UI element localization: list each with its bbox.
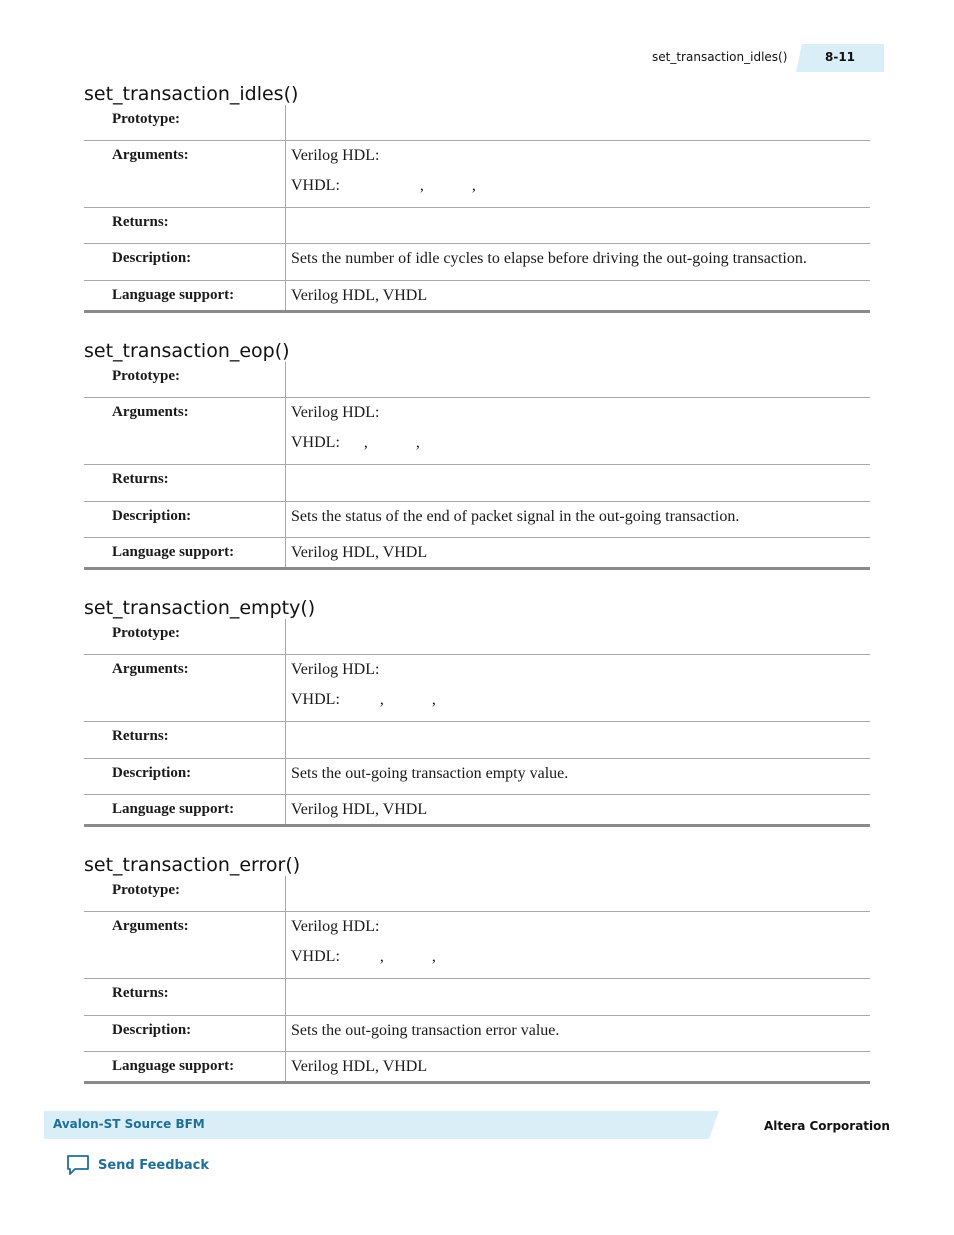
arg-verilog: Verilog HDL: xyxy=(291,661,380,678)
send-feedback-label: Send Feedback xyxy=(98,1157,209,1173)
table-row-returns xyxy=(84,208,870,244)
arg-vhdl: VHDL: , , xyxy=(291,948,436,965)
table-row-prototype xyxy=(84,876,870,912)
row-label: Arguments: xyxy=(112,404,189,420)
function-table xyxy=(84,362,870,570)
row-label: Prototype: xyxy=(112,111,181,127)
table-row-language-support xyxy=(84,538,870,570)
section-title: set_transaction_idles() xyxy=(84,83,299,105)
row-value xyxy=(291,141,860,201)
arg-verilog: Verilog HDL: xyxy=(291,147,380,164)
row-value xyxy=(291,912,860,972)
table-row-returns xyxy=(84,722,870,759)
row-label: Description: xyxy=(112,250,192,266)
table-row-prototype xyxy=(84,619,870,655)
row-value: Sets the status of the end of packet signal in the out-going transaction. xyxy=(291,508,740,525)
page-number: 8-11 xyxy=(825,50,856,64)
table-row-description xyxy=(84,759,870,795)
section-title: set_transaction_error() xyxy=(84,854,301,876)
row-label: Language support: xyxy=(112,544,235,560)
row-label: Returns: xyxy=(112,728,169,744)
arg-vhdl: VHDL: , , xyxy=(291,434,420,451)
row-label: Prototype: xyxy=(112,625,181,641)
table-row-arguments xyxy=(84,141,870,208)
function-table xyxy=(84,876,870,1084)
function-table xyxy=(84,619,870,827)
row-label: Returns: xyxy=(112,985,169,1001)
function-table xyxy=(84,105,870,313)
row-value: Sets the number of idle cycles to elapse before driving the out-going transaction. xyxy=(291,250,807,267)
table-row-prototype xyxy=(84,362,870,398)
row-label: Prototype: xyxy=(112,882,181,898)
row-value: Verilog HDL, VHDL xyxy=(291,1058,428,1075)
arg-vhdl: VHDL: , , xyxy=(291,177,476,194)
row-value xyxy=(291,398,860,458)
speech-bubble-icon xyxy=(66,1154,90,1176)
row-label: Arguments: xyxy=(112,918,189,934)
row-label: Arguments: xyxy=(112,147,189,163)
section-title: set_transaction_eop() xyxy=(84,340,290,362)
row-label: Language support: xyxy=(112,287,235,303)
arg-verilog: Verilog HDL: xyxy=(291,404,380,421)
row-label: Description: xyxy=(112,1022,192,1038)
row-value: Verilog HDL, VHDL xyxy=(291,287,428,304)
table-row-returns xyxy=(84,465,870,502)
row-value: Sets the out-going transaction error value. xyxy=(291,1022,560,1039)
row-label: Returns: xyxy=(112,214,169,230)
arg-verilog: Verilog HDL: xyxy=(291,918,380,935)
row-label: Arguments: xyxy=(112,661,189,677)
row-value: Sets the out-going transaction empty value. xyxy=(291,765,569,782)
table-row-language-support xyxy=(84,281,870,313)
row-label: Returns: xyxy=(112,471,169,487)
table-row-returns xyxy=(84,979,870,1016)
running-header-title: set_transaction_idles() xyxy=(652,50,788,64)
arg-vhdl: VHDL: , , xyxy=(291,691,436,708)
table-row-description xyxy=(84,502,870,538)
row-label: Language support: xyxy=(112,801,235,817)
row-label: Prototype: xyxy=(112,368,181,384)
table-row-description xyxy=(84,244,870,281)
row-label: Language support: xyxy=(112,1058,235,1074)
table-row-arguments xyxy=(84,912,870,979)
table-row-language-support xyxy=(84,795,870,827)
section-title: set_transaction_empty() xyxy=(84,597,316,619)
row-label: Description: xyxy=(112,508,192,524)
row-label: Description: xyxy=(112,765,192,781)
footer-chapter-title: Avalon-ST Source BFM xyxy=(53,1117,205,1131)
send-feedback-link[interactable] xyxy=(66,1154,209,1176)
table-row-arguments xyxy=(84,655,870,722)
row-value: Verilog HDL, VHDL xyxy=(291,544,428,561)
table-row-arguments xyxy=(84,398,870,465)
row-value xyxy=(291,655,860,715)
table-row-description xyxy=(84,1016,870,1052)
table-row-prototype xyxy=(84,105,870,141)
row-value: Verilog HDL, VHDL xyxy=(291,801,428,818)
table-row-language-support xyxy=(84,1052,870,1084)
footer-company: Altera Corporation xyxy=(764,1119,890,1133)
